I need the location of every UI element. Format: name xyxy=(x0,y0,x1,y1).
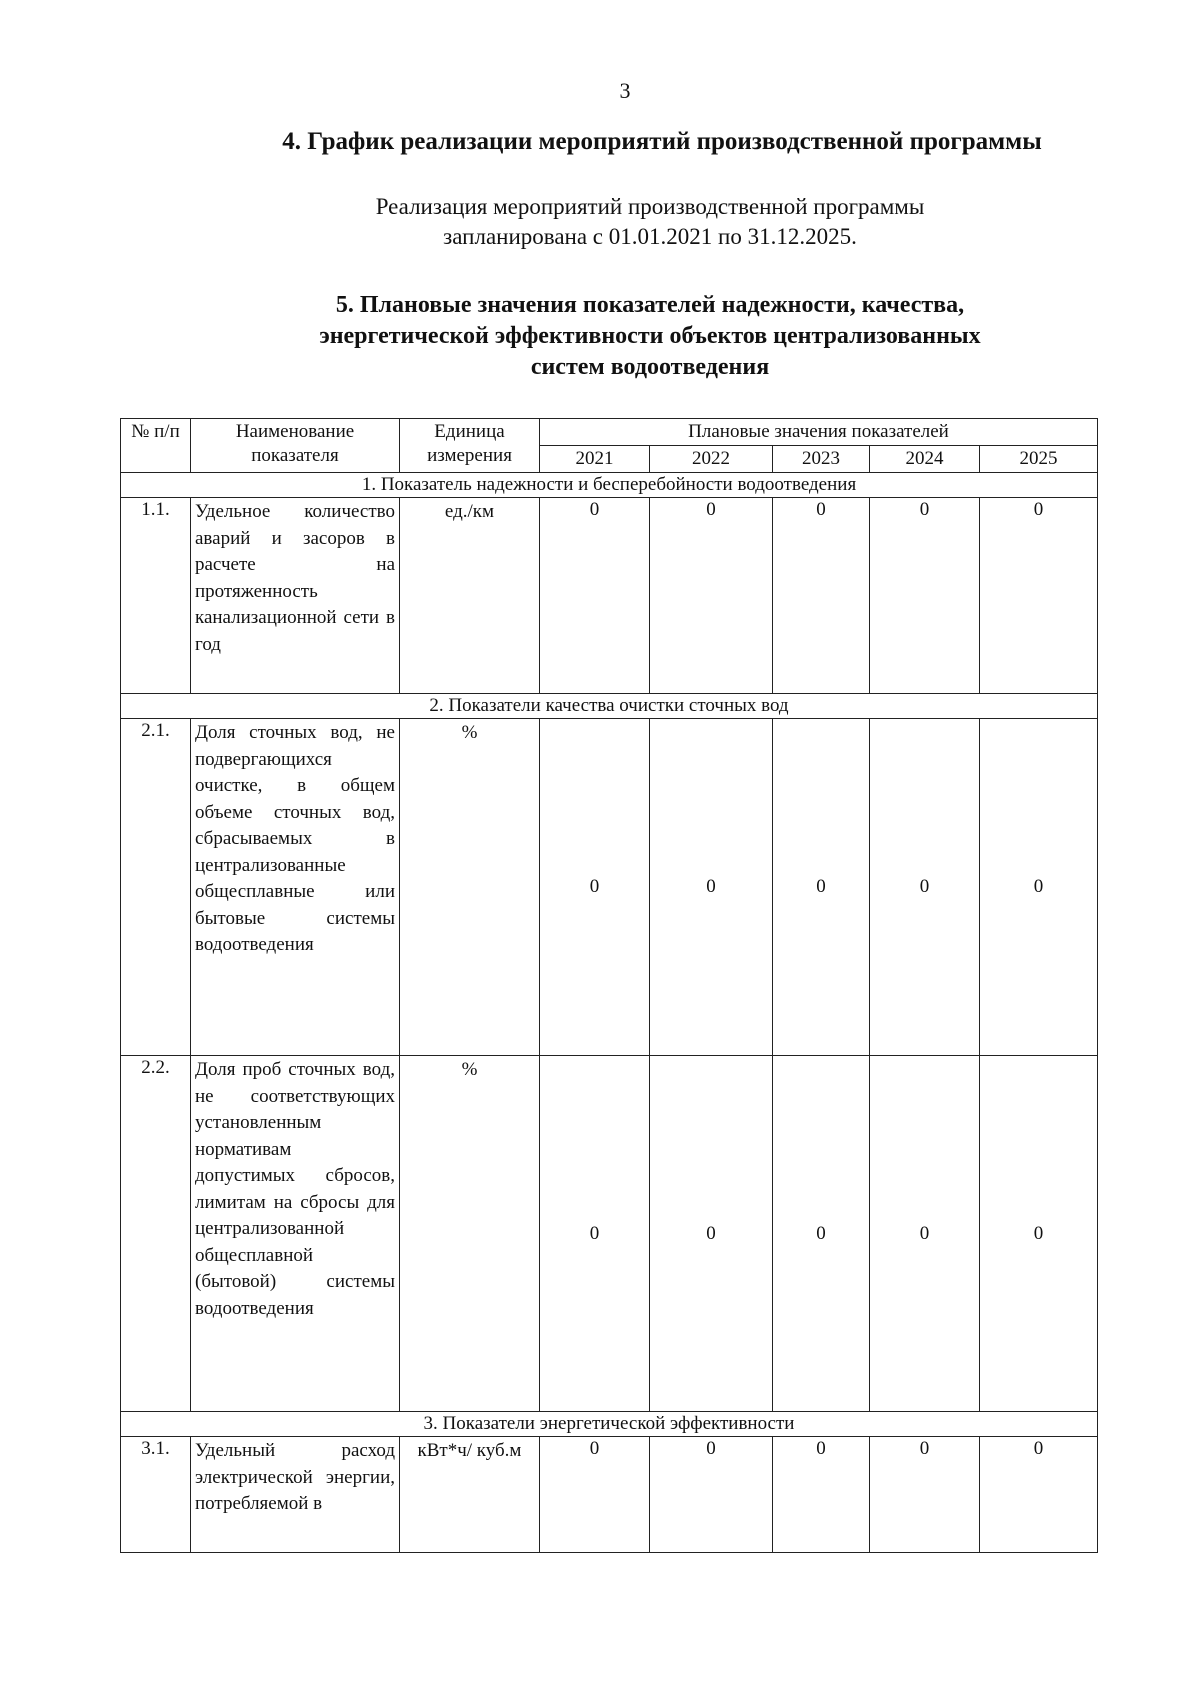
row-number: 2.1. xyxy=(121,719,191,1056)
indicators-table xyxy=(120,418,1098,1553)
row-value: 0 xyxy=(773,719,870,1056)
row-value: 0 xyxy=(650,498,773,694)
header-planned-values: Плановые значения показателей xyxy=(540,419,1098,446)
row-value: 0 xyxy=(773,1437,870,1553)
row-unit: % xyxy=(400,719,540,1056)
section-4-text-line1: Реализация мероприятий производственной программы xyxy=(375,194,925,219)
header-num: № п/п xyxy=(121,419,191,473)
row-name: Удельный расход электрической энергии, потребляемой в xyxy=(191,1437,400,1553)
section-5-title-line2: энергетической эффективности объектов централизованных xyxy=(319,323,981,349)
row-value: 0 xyxy=(870,1437,980,1553)
row-name: Доля сточных вод, не подвергающихся очистке, в общем объеме сточных вод, сбрасываемых в централизованные общесплавные или бытовые системы водоотведения xyxy=(191,719,400,1056)
section-title: 3. Показатели энергетической эффективности xyxy=(121,1412,1098,1437)
section-5-title-line3: систем водоотведения xyxy=(530,354,770,380)
row-value: 0 xyxy=(650,1056,773,1412)
row-value: 0 xyxy=(540,719,650,1056)
header-unit: Единица измерения xyxy=(400,419,540,473)
table-row xyxy=(121,498,1098,694)
row-number: 2.2. xyxy=(121,1056,191,1412)
row-name: Удельное количество аварий и засоров в расчете на протяженность канализационной сети в год xyxy=(191,498,400,694)
row-unit: % xyxy=(400,1056,540,1412)
table-header-row xyxy=(121,419,1098,446)
row-name: Доля проб сточных вод, не соответствующих установленным нормативам допустимых сбросов, лимитам на сбросы для централизованной общесплавной (бытовой) системы водоотведения xyxy=(191,1056,400,1412)
row-value: 0 xyxy=(980,1437,1098,1553)
row-value: 0 xyxy=(980,1056,1098,1412)
section-4-text-line2: запланирована с 01.01.2021 по 31.12.2025. xyxy=(443,224,857,249)
row-value: 0 xyxy=(540,1056,650,1412)
header-name: Наименование показателя xyxy=(191,419,400,473)
table-row xyxy=(121,719,1098,1056)
row-value: 0 xyxy=(540,1437,650,1553)
row-value: 0 xyxy=(980,719,1098,1056)
row-value: 0 xyxy=(870,498,980,694)
row-unit: ед./км xyxy=(400,498,540,694)
table-row xyxy=(121,1437,1098,1553)
section-4-title: 4. График реализации мероприятий производственной программы xyxy=(282,128,1042,155)
section-row xyxy=(121,694,1098,719)
page-number: 3 xyxy=(619,78,631,103)
row-value: 0 xyxy=(870,1056,980,1412)
section-5-title-line1: 5. Плановые значения показателей надежности, качества, xyxy=(335,292,965,318)
header-year: 2024 xyxy=(870,446,980,473)
row-unit: кВт*ч/ куб.м xyxy=(400,1437,540,1553)
row-value: 0 xyxy=(773,498,870,694)
table-row xyxy=(121,1056,1098,1412)
row-value: 0 xyxy=(650,719,773,1056)
row-number: 1.1. xyxy=(121,498,191,694)
header-year: 2023 xyxy=(773,446,870,473)
section-5-title xyxy=(230,290,1070,383)
section-title: 2. Показатели качества очистки сточных вод xyxy=(121,694,1098,719)
section-row xyxy=(121,473,1098,498)
header-year: 2025 xyxy=(980,446,1098,473)
row-value: 0 xyxy=(650,1437,773,1553)
row-value: 0 xyxy=(980,498,1098,694)
header-year: 2022 xyxy=(650,446,773,473)
row-value: 0 xyxy=(870,719,980,1056)
row-value: 0 xyxy=(540,498,650,694)
row-value: 0 xyxy=(773,1056,870,1412)
section-4-text xyxy=(290,192,1010,252)
section-title: 1. Показатель надежности и бесперебойности водоотведения xyxy=(121,473,1098,498)
row-number: 3.1. xyxy=(121,1437,191,1553)
section-row xyxy=(121,1412,1098,1437)
header-year: 2021 xyxy=(540,446,650,473)
